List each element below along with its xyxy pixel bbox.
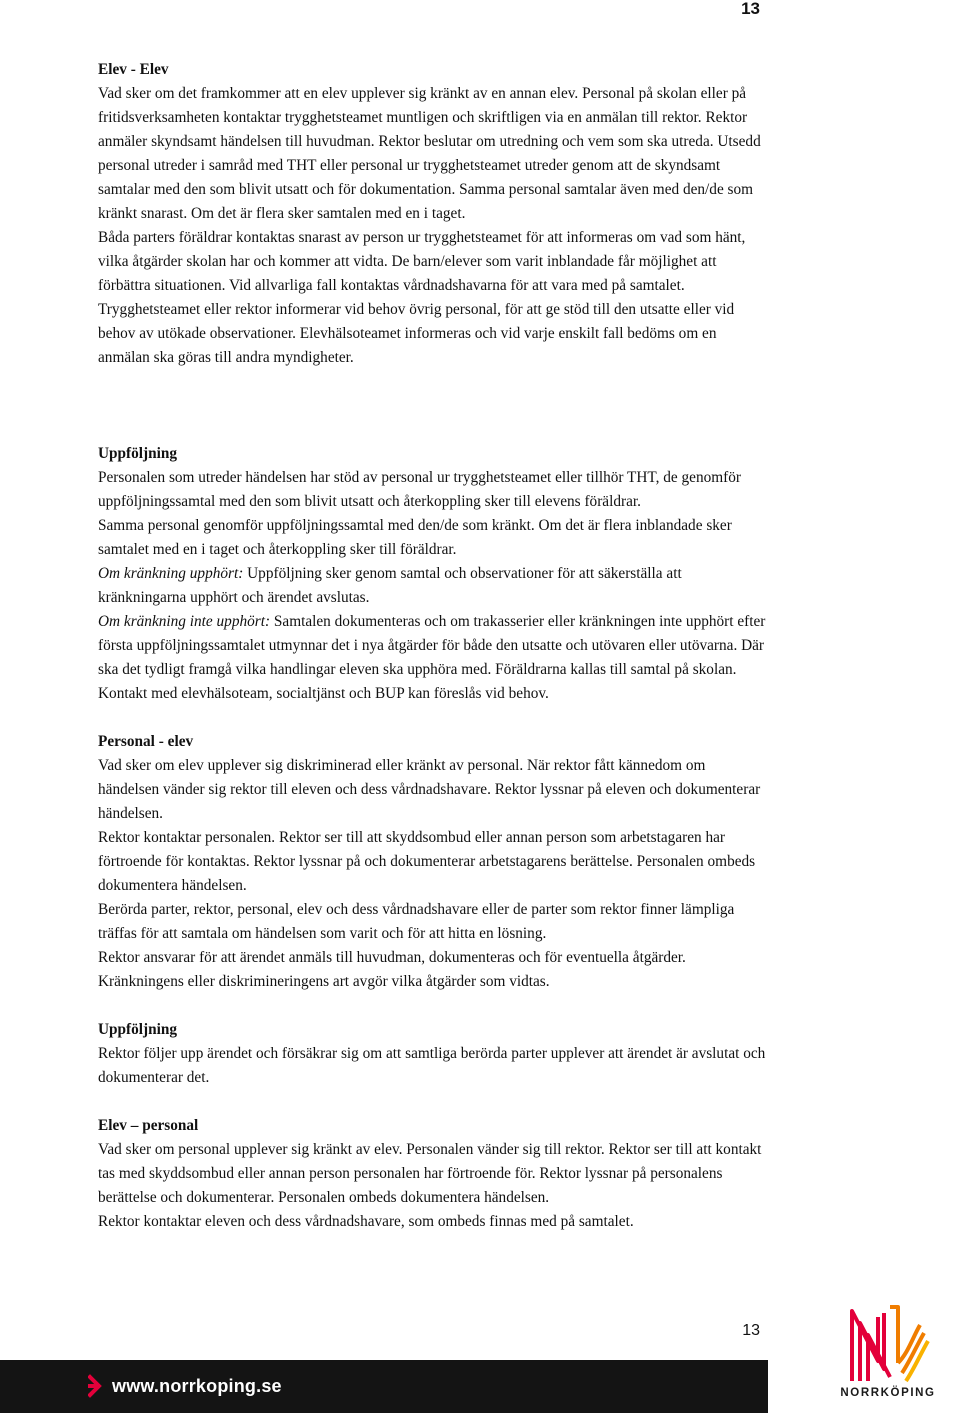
logo-wordmark: NORRKÖPING bbox=[840, 1387, 936, 1399]
paragraph: Samma personal genomför uppföljningssamtal med den/de som kränkt. Om det är flera inblandade sker samtalet med en i taget och återkoppling sker till föräldrar. bbox=[98, 517, 732, 558]
footer-bar bbox=[0, 1360, 768, 1413]
paragraph: Båda parters föräldrar kontaktas snarast av person ur trygghetsteamet för att informeras om vad som hänt, vilka åtgärder skolan har och kommer att vidta. De barn/elever som varit inblandade får möjlighet att förbättra situationen. Vid allvarliga fall kontaktas vårdnadshavarna för att vara med på samtalet. Trygghetsteamet eller rektor informerar vid behov övrig personal, för att ge stöd till den utsatte eller vid behov av utökade observationer. Elevhälsoteamet informeras och vid varje enskilt fall bedöms om en anmälan ska göras till andra myndigheter. bbox=[98, 229, 746, 366]
paragraph: Berörda parter, rektor, personal, elev och dess vårdnadshavare eller de parter som rektor finner lämpliga träffas för att samtala om händelsen som varit och för att hitta en lösning. bbox=[98, 901, 735, 942]
italic-label: Om kränkning inte upphört: bbox=[98, 613, 271, 630]
italic-label: Om kränkning upphört: bbox=[98, 565, 244, 582]
paragraph-text: Samtalen dokumenteras och om trakasserier eller kränkningen inte upphört efter första uppföljningssamtalet utmynnar det i nya åtgärder för både den utsatte och utövaren eller utövarna. Där ska det tydligt framgå vilka handlingar eleven ska upphöra med. Föräldrarna kallas till samtal på skolan. Kontakt med elevhälsoteam, socialtjänst och BUP kan föreslås vid behov. bbox=[98, 613, 766, 702]
section-heading: Elev - Elev bbox=[98, 61, 169, 78]
section-uppfoljning-2 bbox=[98, 1018, 770, 1090]
section-heading: Uppföljning bbox=[98, 1021, 178, 1038]
page-number-bottom: 13 bbox=[742, 1322, 760, 1339]
paragraph: Rektor kontaktar personalen. Rektor ser till att skyddsombud eller annan person som arbetstagaren har förtroende för kontaktas. Rektor lyssnar på och dokumenterar arbetstagarens berättelse. Personalen ombeds dokumentera händelsen. bbox=[98, 829, 756, 894]
paragraph: Personalen som utreder händelsen har stöd av personal ur trygghetsteamet eller tillhör THT, de genomför uppföljningssamtal med den som blivit utsatt och återkoppling sker till elevens föräldrar. bbox=[98, 469, 741, 510]
section-elev-personal bbox=[98, 1114, 770, 1234]
section-heading: Uppföljning bbox=[98, 445, 178, 462]
paragraph bbox=[98, 610, 770, 706]
paragraph bbox=[98, 562, 770, 610]
paragraph: Vad sker om elev upplever sig diskriminerad eller kränkt av personal. När rektor fått kännedom om händelsen vänder sig rektor till eleven och dess vårdnadshavare. Rektor lyssnar på eleven och dokumenterar händelsen. bbox=[98, 757, 761, 822]
paragraph: Rektor kontaktar eleven och dess vårdnadshavare, som ombeds finnas med på samtalet. bbox=[98, 1213, 634, 1230]
paragraph: Rektor följer upp ärendet och försäkrar sig om att samtliga berörda parter upplever att ärendet är avslutat och dokumenterar det. bbox=[98, 1045, 766, 1086]
section-uppfoljning bbox=[98, 442, 770, 706]
website-link[interactable]: www.norrkoping.se bbox=[112, 1376, 282, 1396]
paragraph: Vad sker om det framkommer att en elev upplever sig kränkt av en annan elev. Personal på skolan eller på fritidsverksamheten kontaktar trygghetsteamet muntligen och skriftligen via en anmälan till rektor. Rektor anmäler skyndsamt händelsen till huvudman. Rektor beslutar om utredning och vem som ska utreda. Utsedd personal utreder i samråd med THT eller personal ur trygghetsteamet utreder genom att de skyndsamt samtalar med den som blivit utsatt och för dokumentation. Samma personal samtalar även med den/de som kränkt snarast. Om det är flera sker samtalen med en i taget. bbox=[98, 85, 761, 222]
paragraph-text: Uppföljning sker genom samtal och observationer för att säkerställa att kränkningarna upphört och ärendet avslutas. bbox=[98, 565, 682, 606]
page-number-top: 13 bbox=[741, 0, 760, 18]
paragraph: Vad sker om personal upplever sig kränkt av elev. Personalen vänder sig till rektor. Rektor ser till att kontakt tas med skyddsombud eller annan person personalen har förtroende för. Rektor lyssnar på personalens berättelse och dokumenterar. Personalen ombeds dokumentera händelsen. bbox=[98, 1141, 762, 1206]
arrow-right-icon bbox=[88, 1374, 106, 1398]
paragraph: Rektor ansvarar för att ärendet anmäls till huvudman, dokumenteras och för eventuella åtgärder. Kränkningens eller diskrimineringens art avgör vilka åtgärder som vidtas. bbox=[98, 949, 686, 990]
section-heading: Elev – personal bbox=[98, 1117, 199, 1134]
document-body bbox=[98, 58, 770, 1234]
section-personal-elev bbox=[98, 730, 770, 994]
section-heading: Personal - elev bbox=[98, 733, 194, 750]
norrkoping-logo-icon bbox=[842, 1303, 934, 1383]
section-elev-elev bbox=[98, 58, 770, 370]
